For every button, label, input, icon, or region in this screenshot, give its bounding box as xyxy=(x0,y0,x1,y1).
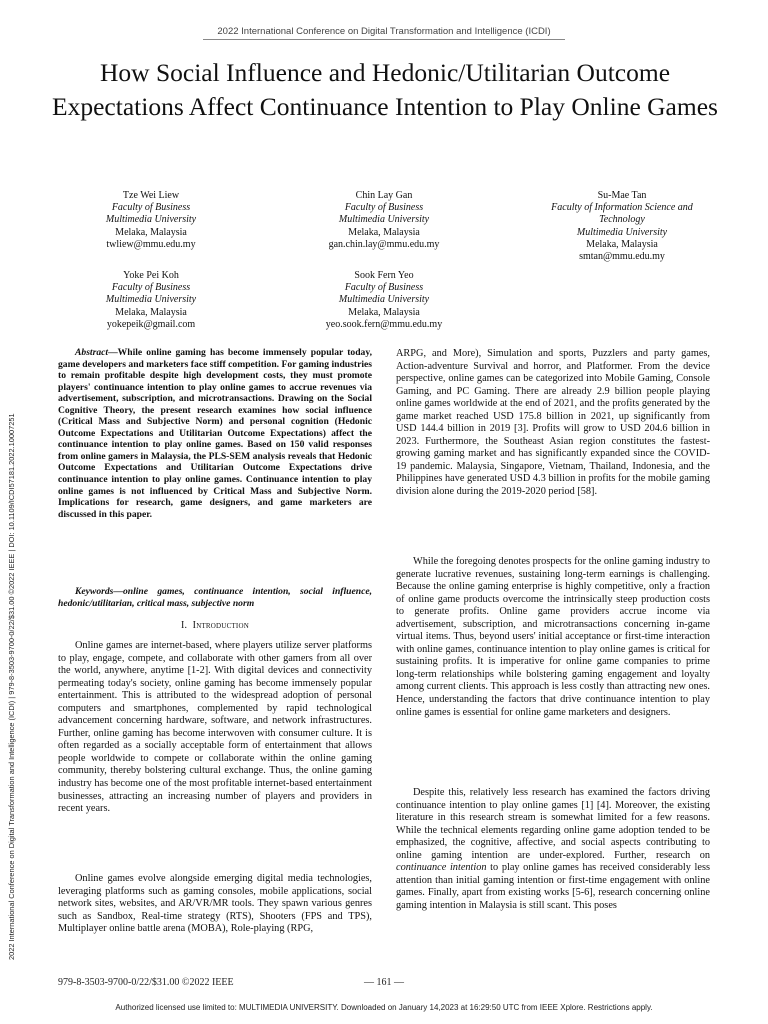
author-university: Multimedia University xyxy=(576,226,668,238)
author-name: Tze Wei Liew xyxy=(122,190,180,201)
author-block xyxy=(76,270,226,331)
abstract-lead: Abstract xyxy=(75,347,109,358)
author-location: Melaka, Malaysia xyxy=(348,226,420,238)
author-university: Multimedia University xyxy=(105,214,197,226)
body-paragraph: Online games evolve alongside emerging digital media technologies, leveraging platforms such as gaming consoles, mobile applications, social network sites, websites, and AR/VR/MR tools. They spawn various genres such as Sandbox, Real-time strategy (RTS), Shooters (FPS and TPS), Multiplayer online battle arena (MOBA), Role-playing (RPG, xyxy=(58,873,372,935)
body-paragraph xyxy=(396,787,710,912)
section-number: I. xyxy=(181,620,188,631)
author-affiliation: Faculty of Business xyxy=(344,282,424,294)
author-affiliation: Faculty of Business xyxy=(111,202,191,214)
author-name: Yoke Pei Koh xyxy=(123,270,179,281)
author-block xyxy=(76,190,226,251)
author-block xyxy=(306,190,462,251)
author-location: Melaka, Malaysia xyxy=(348,306,420,318)
conference-header: 2022 International Conference on Digital Transformation and Intelligence (ICDI) xyxy=(217,26,551,37)
page-number: — 161 — xyxy=(364,977,404,988)
abstract xyxy=(58,347,372,520)
keywords: Keywords—online games, continuance intention, social influence, hedonic/utilitarian, critical mass, subjective norm xyxy=(58,586,372,609)
emphasis-text: continuance intention xyxy=(396,862,487,874)
side-citation-note: 2022 International Conference on Digital Transformation and Intelligence (ICDI) | 979-8-3503-9700-0/22/$31.00 ©2022 IEEE | DOI: 10.1109/ICDI57181.2022.10007251 xyxy=(7,413,16,960)
header-rule xyxy=(203,39,565,40)
author-affiliation: Faculty of Business xyxy=(111,282,191,294)
author-name: Sook Fern Yeo xyxy=(354,270,414,281)
abstract-text: —While online gaming has become immensely popular today, game developers and marketers face stiff competition. For gaming industries to remain profitable despite high development costs, they must promote players' continuance intention to play online games to accrue revenues via advertisement, subscription, and microtransactions. Drawing on the Social Cognitive Theory, the present research examines how social influence (Critical Mass and Subjective Norm) and personal cognition (Hedonic Outcome Expectations and Utilitarian Outcome Expectations) affect the continuance intention to play online games. Based on 150 valid responses from online gamers in Malaysia, the PLS-SEM analysis reveals that Hedonic Outcome Expectations and Utilitarian Outcome Expectations drive continuance intention to play online games. Continuance intention to play online games is not influenced by Critical Mass and Subjective Norm. Implications for research, game designers, and game marketers are discussed in this paper. xyxy=(58,347,372,520)
section-title: Introduction xyxy=(192,620,249,631)
paragraph-text: Despite this, relatively less research has examined the factors driving continuance intention to play online games [1] [4]. Moreover, the existing literature in this research stream is somewhat limited for a few reasons. While the technical elements regarding online game adoption tended to be emphasized, the cognitive, affective, and social aspects contributing to online gaming intention are under-explored. Further, research on xyxy=(396,787,710,861)
paper-title: How Social Influence and Hedonic/Utilitarian Outcome Expectations Affect Continuance Intention to Play Online Games xyxy=(52,58,718,121)
author-block xyxy=(306,270,462,331)
author-university: Multimedia University xyxy=(338,214,430,226)
footer-isbn: 979-8-3503-9700-0/22/$31.00 ©2022 IEEE xyxy=(58,977,234,988)
author-university: Multimedia University xyxy=(338,294,430,306)
author-university: Multimedia University xyxy=(105,294,197,306)
body-paragraph: Online games are internet-based, where players utilize server platforms to play, engage, compete, and collaborate with other gamers from all over the world, anywhere, anytime [1-2]. With digital devices and connectivity permeating today's society, online gaming has become immensely popular entertainment. This is attributed to the widespread adoption of personal computers and smartphones, complemented by rapid technological advancement concerning hardware, software, and network infrastructures. Further, online gaming has become interwoven with consumer culture. It is often regarded as a socially acceptable form of entertainment that allows people worldwide to compete or collaborate within the online gaming community, thereby bolstering cultural exchange. Thus, the online gaming industry has become one of the most profitable internet-based entertainment businesses, attracting an increasing number of players and providers in recent years. xyxy=(58,640,372,815)
author-block xyxy=(530,190,714,263)
author-email: yeo.sook.fern@mmu.edu.my xyxy=(325,318,443,330)
author-affiliation: Faculty of Business xyxy=(344,202,424,214)
author-email: twliew@mmu.edu.my xyxy=(106,238,196,250)
author-email: yokepeik@gmail.com xyxy=(106,318,196,330)
author-name: Chin Lay Gan xyxy=(355,190,413,201)
paragraph-text: to play online games has received considerably less attention than initial gaming intention or first-time engagement with online games. Finally, apart from existing works [5-6], research concerning online gaming intention in Malaysia is still scant. This poses xyxy=(396,862,710,911)
author-location: Melaka, Malaysia xyxy=(115,226,187,238)
author-location: Melaka, Malaysia xyxy=(115,306,187,318)
license-note: Authorized licensed use limited to: MULTIMEDIA UNIVERSITY. Downloaded on January 14,2023 at 16:29:50 UTC from IEEE Xplore. Restrictions apply. xyxy=(115,1003,653,1012)
section-heading xyxy=(58,620,372,631)
author-email: smtan@mmu.edu.my xyxy=(579,251,665,263)
author-affiliation: Faculty of Information Science and Technology xyxy=(551,202,693,226)
body-paragraph: While the foregoing denotes prospects for the online gaming industry to generate lucrative revenues, sustaining long-term earnings is challenging. Because the online gaming enterprise is highly competitive, only a fraction of online game products overcome the intrinsically steep production costs to generate profits. Online game providers accrue income via advertisement, subscription, and microtransactions concerning in-game virtual items. Thus, beyond users' initial acceptance or first-time interaction with online games, continuance intention to play online games is critical for sustaining profits. It is imperative for online game companies to prime long-term relationships while bolstering gaming engagement and loyalty among current clients. This approach is less costly than attracting new ones. Hence, understanding the factors that drive continuance intention to play online games is essential for online game marketers and designers. xyxy=(396,556,710,718)
author-location: Melaka, Malaysia xyxy=(586,238,658,250)
author-email: gan.chin.lay@mmu.edu.my xyxy=(328,238,440,250)
body-paragraph: ARPG, and More), Simulation and sports, Puzzlers and party games, Action-adventure Survival and horror, and Platformer. From the device perspective, online games can be categorized into Mobile Gaming, Console Gaming, and PC Gaming. There are already 2.9 billion people playing online games worldwide at the end of 2021, and the profits generated by the game market reached USD 175.8 billion in 2021, up significantly from USD 144.4 billion in 2019 [3]. Profits will grow to USD 204.6 billion in 2023. Furthermore, the Southeast Asian region constitutes the fastest-growing gaming market and has significantly expanded since the COVID-19 pandemic. Malaysia, Singapore, Vietnam, Thailand, Indonesia, and the Philippines have generated USD 4.3 billion in profits for the mobile gaming division alone during the 2019-2020 period [58]. xyxy=(396,348,710,498)
author-name: Su-Mae Tan xyxy=(597,190,647,201)
